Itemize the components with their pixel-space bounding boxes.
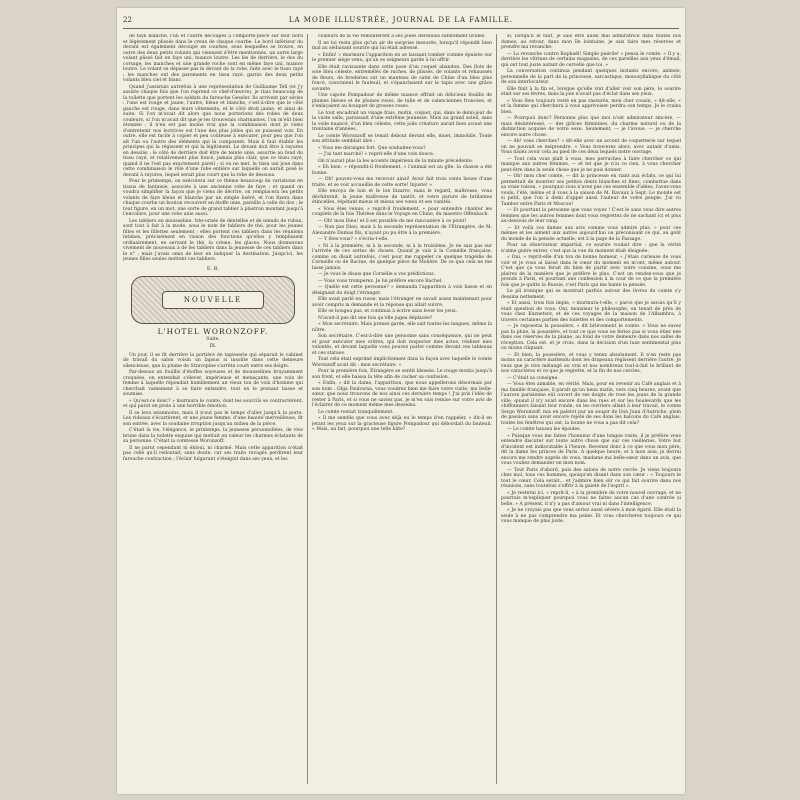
paragraph: « Puisque vous me faites l'honneur d'une longue visite, il je préfère vous entendre discuter sur toute autre chose que sur ces vieilleries. Votre but d'incident est indiscutable à l'heure. Revenez donc à ce que vous mon père, dit la dame les princes de Paris. À quelque heure, et à mon aise, je devrai encore me rendre auprès de vous, madame ma belle-sœur dans un avis, que vous vouliez demander en mon nom. [501,433,681,466]
paragraph: Son secrétaire. C'est-à-dire une personne sans conséquence, qui ne peut et pour exécuter mes ordres, qui doit respecter mes actes, réaliser mes volontés, et devant laquelle vous pouvez parler comme devant ces tableaux et ces statues. [312,334,492,356]
paragraph: Elle envoya de loin et le ton bizarre, mais le regard, maîtresse, vous déchirerait, la jeune maîtresse de tantôt, et votre parure de brillantes étincelles, répétant mieux et mieux ses vœux et ses vanités. [312,189,492,205]
paragraph: Par-dessus un fouillis d'étoffes soyeuses et de mousselines bruyamment croquées, on entendait s'élever, impérieuse et menaçante, une voix de femme à laquelle répondait humblement un vieux ton de voix d'homme qui cherchait vainement à se faire entendre, tout en le prenant basse et soumise. [123,370,303,397]
paragraph: « Ni à la première, ni à la seconde, ni à la troisième. Je ne sais pas sur l'arrivée de ces sortes de choses. Quand je vais à la Comédie française, comme on disait autrefois, c'est pour me rappeler ce quelque tragédie de Corneille ou de Racine, de quelque pièce de Molière. De ce que cela ne me lasse jamais. [312,243,492,271]
journal-title: LA MODE ILLUSTRÉE, JOURNAL DE LA FAMILLE. [288,16,514,24]
paragraph: — La revanche contre Raphaël! Simple puérile! » pensa le comte. « Il y a, derrière les vitrines de certains magasins, de ces pareilles aux yeux d'émail, qui ont tout juste autant de cervelle que toi. » [501,51,681,68]
chapter-number: IX. [209,343,217,349]
paragraph: — C'était sa consigne. [507,375,559,381]
paragraph: Le comte Woronzoff se tenait debout devant elle, muet, immobile. Toute son attitude semblait dire : [312,133,492,144]
paragraph: C'était la vie, l'élégance, le printemps, la jeunesse personnifiées, de vive brune dans la toilette exquise qui mettait en valeur les charmes éclatants de sa personne. C'était la comtesse Woronzoff. [123,428,303,444]
paragraph: « Enfin, » dit la dame, l'apparition, que nous appellerons désormais par son nom : Olga Paulowna, vous voudrez bien me faire votre visite, ma belle-sœur, que nous trouvons de nos ainsi ces derniers temps ! J'ai pris l'idée de rester à Paris, et si vous ne saviez pas, je m'en suis remise sur votre avis de l'éclairer de ce moment même mes desseins. [312,381,492,408]
story-title: L'HOTEL WORONZOFF. [157,327,269,336]
paragraph: Le tout encadrait un visage frais, mutin, coquet, qui, dans le demi-jour de la vaste salle, paraissait d'une extrême jeunesse. Mais au grand soleil, sans la voile nuancé, d'un bleu céleste, cette jolie créature aurait bien avoué une trentaine d'années. [312,110,492,132]
paragraph: Les tabliers en mousseline, très-ornés de dentelles et de nœuds de ruban, sont tout à fait à la mode, sous le nom de tabliers de thé, pour les jeunes filles et les fillettes seulement ; elles portent ces tabliers dans les réunions intimes, précisément en raison des fonctions qu'elles y remplissent ordinairement, en servant le thé, la crème, les glaces. Nous donnerons vivement de nouveaux à de les tabliers dans la jeunesse de ces tabliers dans le n° ; mais j'avais omis de leur en indiquer la destination. Jusqu'ici, les jeunes filles seules mettent ces tabliers. [123,218,303,262]
paragraph: couleurs de la vie remontèrent à ses joues devenues subitement livides. [318,34,486,39]
paragraph: — Oh! pouvez-vous me recevoir ainsi! Avoir fait trois cents lieues d'une traite, et se voir accueillie de cette sorte! Injuste! » [312,177,492,188]
paragraph: « Et aussi, trois fois impie, » murmura-t-elle, « parce que je savais qu'il y était question de vous. Oui, monsieur le philosophe, on tenait de près de vous chez Kuznetsov, et de ces voyages de la maison de l'Alhambra, à travers certaines parties des toilettes et des comportements. [501,301,681,323]
page-number: 22 [123,16,132,24]
column-2 [312,34,492,784]
paragraph: « Mon secrétaire. Mais prenez garde, elle sait toutes les langues, même la nôtre. [312,322,492,333]
paragraph: — Vous êtes aimable, en vérité. Mais, pour en revenir au Café anglais et à ma famille française, il paraît qu'un beau matin, vers cinq heures, avant que l'aurore parisienne eût ouvert de ses doigts de rose les joues de la grande ville, quand il n'y avait encore dans les rues et sur les boulevards que les chiffonniers faisant leur ronde, on les ouvriers allant à leur travail, le comte Serge Woronzoff, mis en paletot par un soupir de Don Juan d'Autriche, plein de passion sans avoir encore rejeté de ses dons les balcons du Café anglais, toutes les fenêtres qui ont, la bonne ne vous a pas dit cela? [501,382,681,426]
paragraph: Elle avait parlé en russe, mais l'étranger ne savait assez maintenant pour avoir compris la demande et la réponse qui allait suivre. [312,297,492,308]
column-rule [307,34,308,784]
paragraph: « Qu'est-ce donc? » murmura le comte, dont les sourcils se contractèrent, et qui parut en proie à une horrible émotion. [123,398,303,409]
paragraph: « Eh bien, » répondit-il froidement, « l'animal est au gîte, la chasse a été bonne. [312,165,492,176]
paragraph: — Et voilà vos dames aux avis comme vous admire plus. » pour ces mêmes et les aiment aux autres aujourd'hui ou préconisant ce qui, au goût du monde de la pensée actuelle, est à la page de la Passage. [501,225,681,242]
column-1 [123,34,303,784]
paragraph: — Le comte haussa les épaules. [507,427,581,432]
paragraph: Pour la première fois, Étrangère se sentit blessée. Le rouge monta jusqu'à son front, et elle baissa la tête afin de cacher sa confusion. [312,369,492,380]
paragraph: — Pourquoi donc? Personne plus que moi n'est admirateur sincère, — mais désintéressé, — des grâces féminines, du charme naturel ou de la distinction acquise de votre sexe. Seulement, — je l'avoue, — je cherche encore autre chose. [501,116,681,138]
paragraph: Pour un observateur impartial, ce sourire voulait dire : que la vérité n'aime guère entrer, c'est que la vue du moment était éloignée. [501,243,681,254]
paragraph: — Non pas Dieu, mais à la seconde représentation de l'Étrangère, de M. Alexandre Dumas fils, n'ayant pu pu être à la première. [312,225,492,236]
paragraph: Il ne parut cependant ni ébloui, ni charmé. Mais cette apparition n'était pas celle qu'il redoutait, sans doute, car ses traits ravagés perdirent leur farouche contraction ; l'éclair fulgurant s'éteignit dans ses yeux, et les [123,445,303,462]
nouvelle-banner [131,276,295,324]
paragraph: — Et bien, la poussière, et vous y tenez absolument. Il n'en reste pas moins un caractère inattendu dont les drapeaux régissent derrière l'autre. Je veux que je vive mélangé au vrai et nos nombreux tout-à-fait le brillant de nos caractères et ce que je regrette, et la fin de nos cercles. [501,352,681,374]
paragraph: « Il me semble que vous avez déjà eu le temps d'en rappeler, » dit-il en jetant les yeux sur la gracieuse figure Pompadour qui débordait du fauteuil. « Mais, au fait, pourquoi une telle hâte? [312,416,492,432]
banner-label: NOUVELLE [162,291,264,309]
column-rule [496,34,497,784]
paragraph: si, lorsqu'il le faut, je sais être aussi mal admiratrice dans toutes nos dames, au retour, dans mon île lointaine, je sais faire mes réserves et prendre ma revanche. [501,34,681,50]
paragraph: — Je vous le disais que Cornélie a vos prédictions. [318,272,436,277]
paragraph: — Oh! mon cher comte, — dit la princesse en riant aux éclats, ce qui lui permettait de montrer ses petites dents blanches et fines, combattue dans sa vraie raison, » pourquoi vous n'avez pas ces ensemble d'idées, l'avez-vous voulu, l'été, même et il vous à la saison de M. Ravaux à Sept. Le monde est si petit, que l'on à demi d'appel aussi l'auteur de votre peuple. J'ai vu Tambor entre Paris et Moscou! [501,174,681,207]
paragraph: « Enfin! » murmura l'apparition en se laissant tomber comme épuisée sur le premier siège venu, qu'un es seigneurs garde à lui offrir. [312,52,492,63]
paragraph: Pour le printemps, on exécutera sur ce thème beaucoup de variations en tissus de fantaisie, associés à une ancienne robe de faye ; et quand on voudra simplifier la façon que je viens de décrire, on remplacera les petits volants de faye bleue et blanche par un simple liséré, et l'on fixera dans chaque courbe un bouton recouvert en étoffe unie, pareille à celle du dos ; le tout figure, en un mot, une sorte de grand tablier à plastron montant jusqu'à l'encolure, pour une robe unie aussi. [123,179,303,217]
paragraph: On n'aurait plus la les accents impérieux de la minute précédente. [318,158,474,164]
paragraph: « Je resterai ici, » reprit-il, « à la première de votre nouvel ouvrage, et ne pourrais m'expliquer pourquoi vous ne faites aucun cas d'une contrée si belle. » A présent, il n'y a pas d'amour vrai ni dans l'intelligence. [501,490,681,507]
page-header [123,14,679,29]
paragraph: — Ah! vous cherchez? » dit-elle avec un accent de coquetterie sur lequel on ne pouvait se méprendre. « Vous trouverez alors, avec autant d'amis. Vous disiez avoir cela au pied de ces deux lequels notre ouvrage. [501,139,681,155]
paragraph: — Tout Paris d'abord, puis des salons de notre cercle. Je viens toujours chez moi, tous ces hommes, quoiqu'en disant dans son cœur : « Toujours le tout le cœur. Cela serait... et j'admire bien sûr ce qui fait sourire dans nos réunions, sans toutefois s'offrir à la gaieté de l'esprit ». [501,467,681,489]
paragraph: Quand j'assistais autrefois à une représentation de Guillaume Tell (et j'y assiste chaque fois que l'on reprend ce chef-d'œuvre), je riais beaucoup de la toilette que portent les soldats du farouche Gessler. Ils arrivent par séries : l'une est rouge et jaune, l'autre, bleue et blanche, c'est-à-dire que le côté gauche est rouge, dans leurs vêtements, et le côté droit jaune, et ainsi de suite. Si l'on m'avait dit alors que nous porterions des robes de deux couleurs, si l'on m'avait dit que je les trouverais charmantes, l'on m'eût bien étonnée ; il n'en est pas moins vrai que la combinaison dont je viens d'entretenir nos lectrices est l'une des plus jolies qui se puissent voir. En outre, elle est facile à copier et peu coûteuse à exécuter, pour peu que l'on ait l'un ou l'autre des éléments qui la composent. Mais il faut établir les principes qui la régissent et qui la légitiment. Le devant doit être à rayures en dessins ; le côté de derrière doit être de teinte unie, assortie au fond du tissu rayé, et relativement plus foncé, jamais plus clair, que ce tissu rayé, quand il ne l'est pas exactement pareil ; si on ne met, le tissu uni joue dans cette combinaison le rôle d'une robe entière sur laquelle on aurait posé le devant à rayures, lequel serait plus court que la robe de dessous. [123,84,303,178]
story-subtitle: Suite. [206,336,220,342]
paragraph: Il se leva néanmoins, mais il n'eut pas le temps d'aller jusqu'à la porte. Les rideaux s'écartèrent, et une jeune femme, d'une beauté merveilleuse, fit son entrée, avec la soudaine irruption jusqu'au milieu de la pièce. [123,410,303,427]
paragraph: — Vous vous tromperez. Je lui préfère encore Rachel. [318,278,443,284]
paragraph: de faye blanche, l'un et l'autre découpés à l'emporte-pièce sur leur bord et légèrement plissés dans le creux de chaque courbe. Le bord inférieur du devant est également découpé en courbes, sous lesquelles se trouve, en outre des deux petits volants qui viennent d'être mentionnés, un autre large volant plissé fait en faye uni, nuance loutre. Les lés de derrière, le dos du corsage, les manches et une grande roche sont en même faye uni, nuance loutre. Le volant se dépasse pas le devant de la robe, faite avec le tissu rayé ; les manches ont des parements en tissu rayé, garnis des deux petits volants bleu ciel et blanc. [123,34,303,83]
paragraph: « Vous êtes toujours resté en pas rassurés, mon cher cousin, » dit-elle, « et la femme qui cherchera à vous apprivoiser perdra son temps. Je le crains bien. [501,98,681,115]
paragraph: Une capote Pompadour de même nuance offrait un délicieux feuillis de plumes bleues et de plumes roses, de tulle et de valenciennes froncées, et s'enlaçaient au bouquet de grosses roses. [312,93,492,109]
paragraph: Elle finit à la fin et, lorsque qu'elle vint d'aller voir son père, le sourire était sur ses lèvres, mais la joie n'avait pas d'éclat dans ses yeux. [501,86,681,97]
paragraph: — Tout cela vous plaît à vous, mes perruches à faire chercher ce qui manque aux autres femmes, — et tel que je n'ai ce rien, à vous chercher peut-être dans la seule chose que je ne puis donner. [501,156,681,173]
paragraph: N'avait-il pas dit une fois qu'elle jugea déplacée? [318,315,433,321]
paragraph: — Je reposerai la poussière, » dit brièvement le comte. « Vous ne savez pas la pluie, la poussière, et tout ce que vous ne feriez pas si vous étiez née dans ces réserves de la plaine, au fond de votre demeure dans nos salles de réception. Cela est, et je crois, dans la décision d'un luxe sentimental plus ou moins cliquant. [501,324,681,351]
paragraph: « Vous me dérangez fort. Que souhaitez-vous? [318,145,426,151]
article-signature: E. R. [206,265,220,272]
paragraph: — Quelle est cette personne? » demanda l'apparition à voix basse et en désignant du doigt l'étranger. [312,285,492,296]
paragraph: « Vous êtes venue, » reprit-il froidement, « pour entendre chanter les couplets de la fois Thérèse dans le Voyage en Chine, du maestro Offenbach. [312,206,492,217]
paragraph: La conversation continua pendant quelques instants encore, animée, personnelle de la part de la princesse, sarcastique, monosyllabique du côté de son interlocuteur. [501,69,681,85]
paragraph: Tout cela était exprimé implicitement dans la façon avec laquelle le comte Woronzoff avait dit : mon secrétaire. » [312,357,492,368]
paragraph: — Et pourtant la personne que vous voyez ! C'est le sans vous dire autres femmes que les autres femmes dont vous regrettez de ne sachant ici et plus au-dessous de leur rang. [501,208,681,224]
paragraph: Elle se bougea pas, et continua à écrire sans lever les yeux. [318,309,458,314]
paragraph: Le pli ironique qui se montrait parfois autour des lèvres du comte s'y dessina nettement. [501,289,681,300]
paragraph: — Y êtes-vous? » s'écria-t-elle. [318,237,389,242]
paragraph: « Je ne croyais pas que vous seriez aussi sévère à mon égard. Elle était la seule à ne pas comprendre ma peine. Et vous chercherez toujours ce qui vous manque de plus juste. [501,508,681,524]
paragraph: Un jour, il se fit derrière la portière de tapisserie qui séparait le cabinet de travail du salon voisin un lapsus si insolite dans cette demeure silencieuse, que la plume de Stravopine s'arrêta court entre ses doigts. [123,352,303,369]
paragraph: — J'ai tant marché! » reprit-elle d'une voix douce. [318,152,435,157]
newspaper-page [117,8,685,794]
column-3 [501,34,681,784]
paragraph: Il ne lui resta plus qu'un air de surprise mesurée, lorsqu'il répondit bien mal au séduisant sourire qui lui était adressé. [312,40,492,51]
paragraph: Elle était ravissante dans cette pose d'un coquet abandon. Des flots de soie bleu céleste, entremêlés de ruches, de plissés, de volants et rehaussés de fleurs, de broderies sur un manteau de satin de Chine d'un bleu plus foncé, couvraient le fauteuil, et s'épanchaient sur le tapis avec une grâce savante. [312,64,492,92]
paragraph: « Oui, » reprit-elle d'un ton de bonne humeur, « j'étais curieuse de vous voir et je vous ai laissé dans le cœur du moment en m'ont, même autour. C'est que ça vous ferait du bien de partir avec votre cousine, vous me plairez de la manière que je préfère le plus. C'est un rendez-vous que je prends à Paris, et pourtant une confession à la cour de ce que la première fois que je quitte la Russie, c'est Paris qui me hante la pensée. [501,255,681,288]
paragraph: Le comte restait tranquillement. [318,409,394,415]
paragraph: — Oh! mon Dieu! et il est possible de me rancunière à ce point! [318,218,467,224]
